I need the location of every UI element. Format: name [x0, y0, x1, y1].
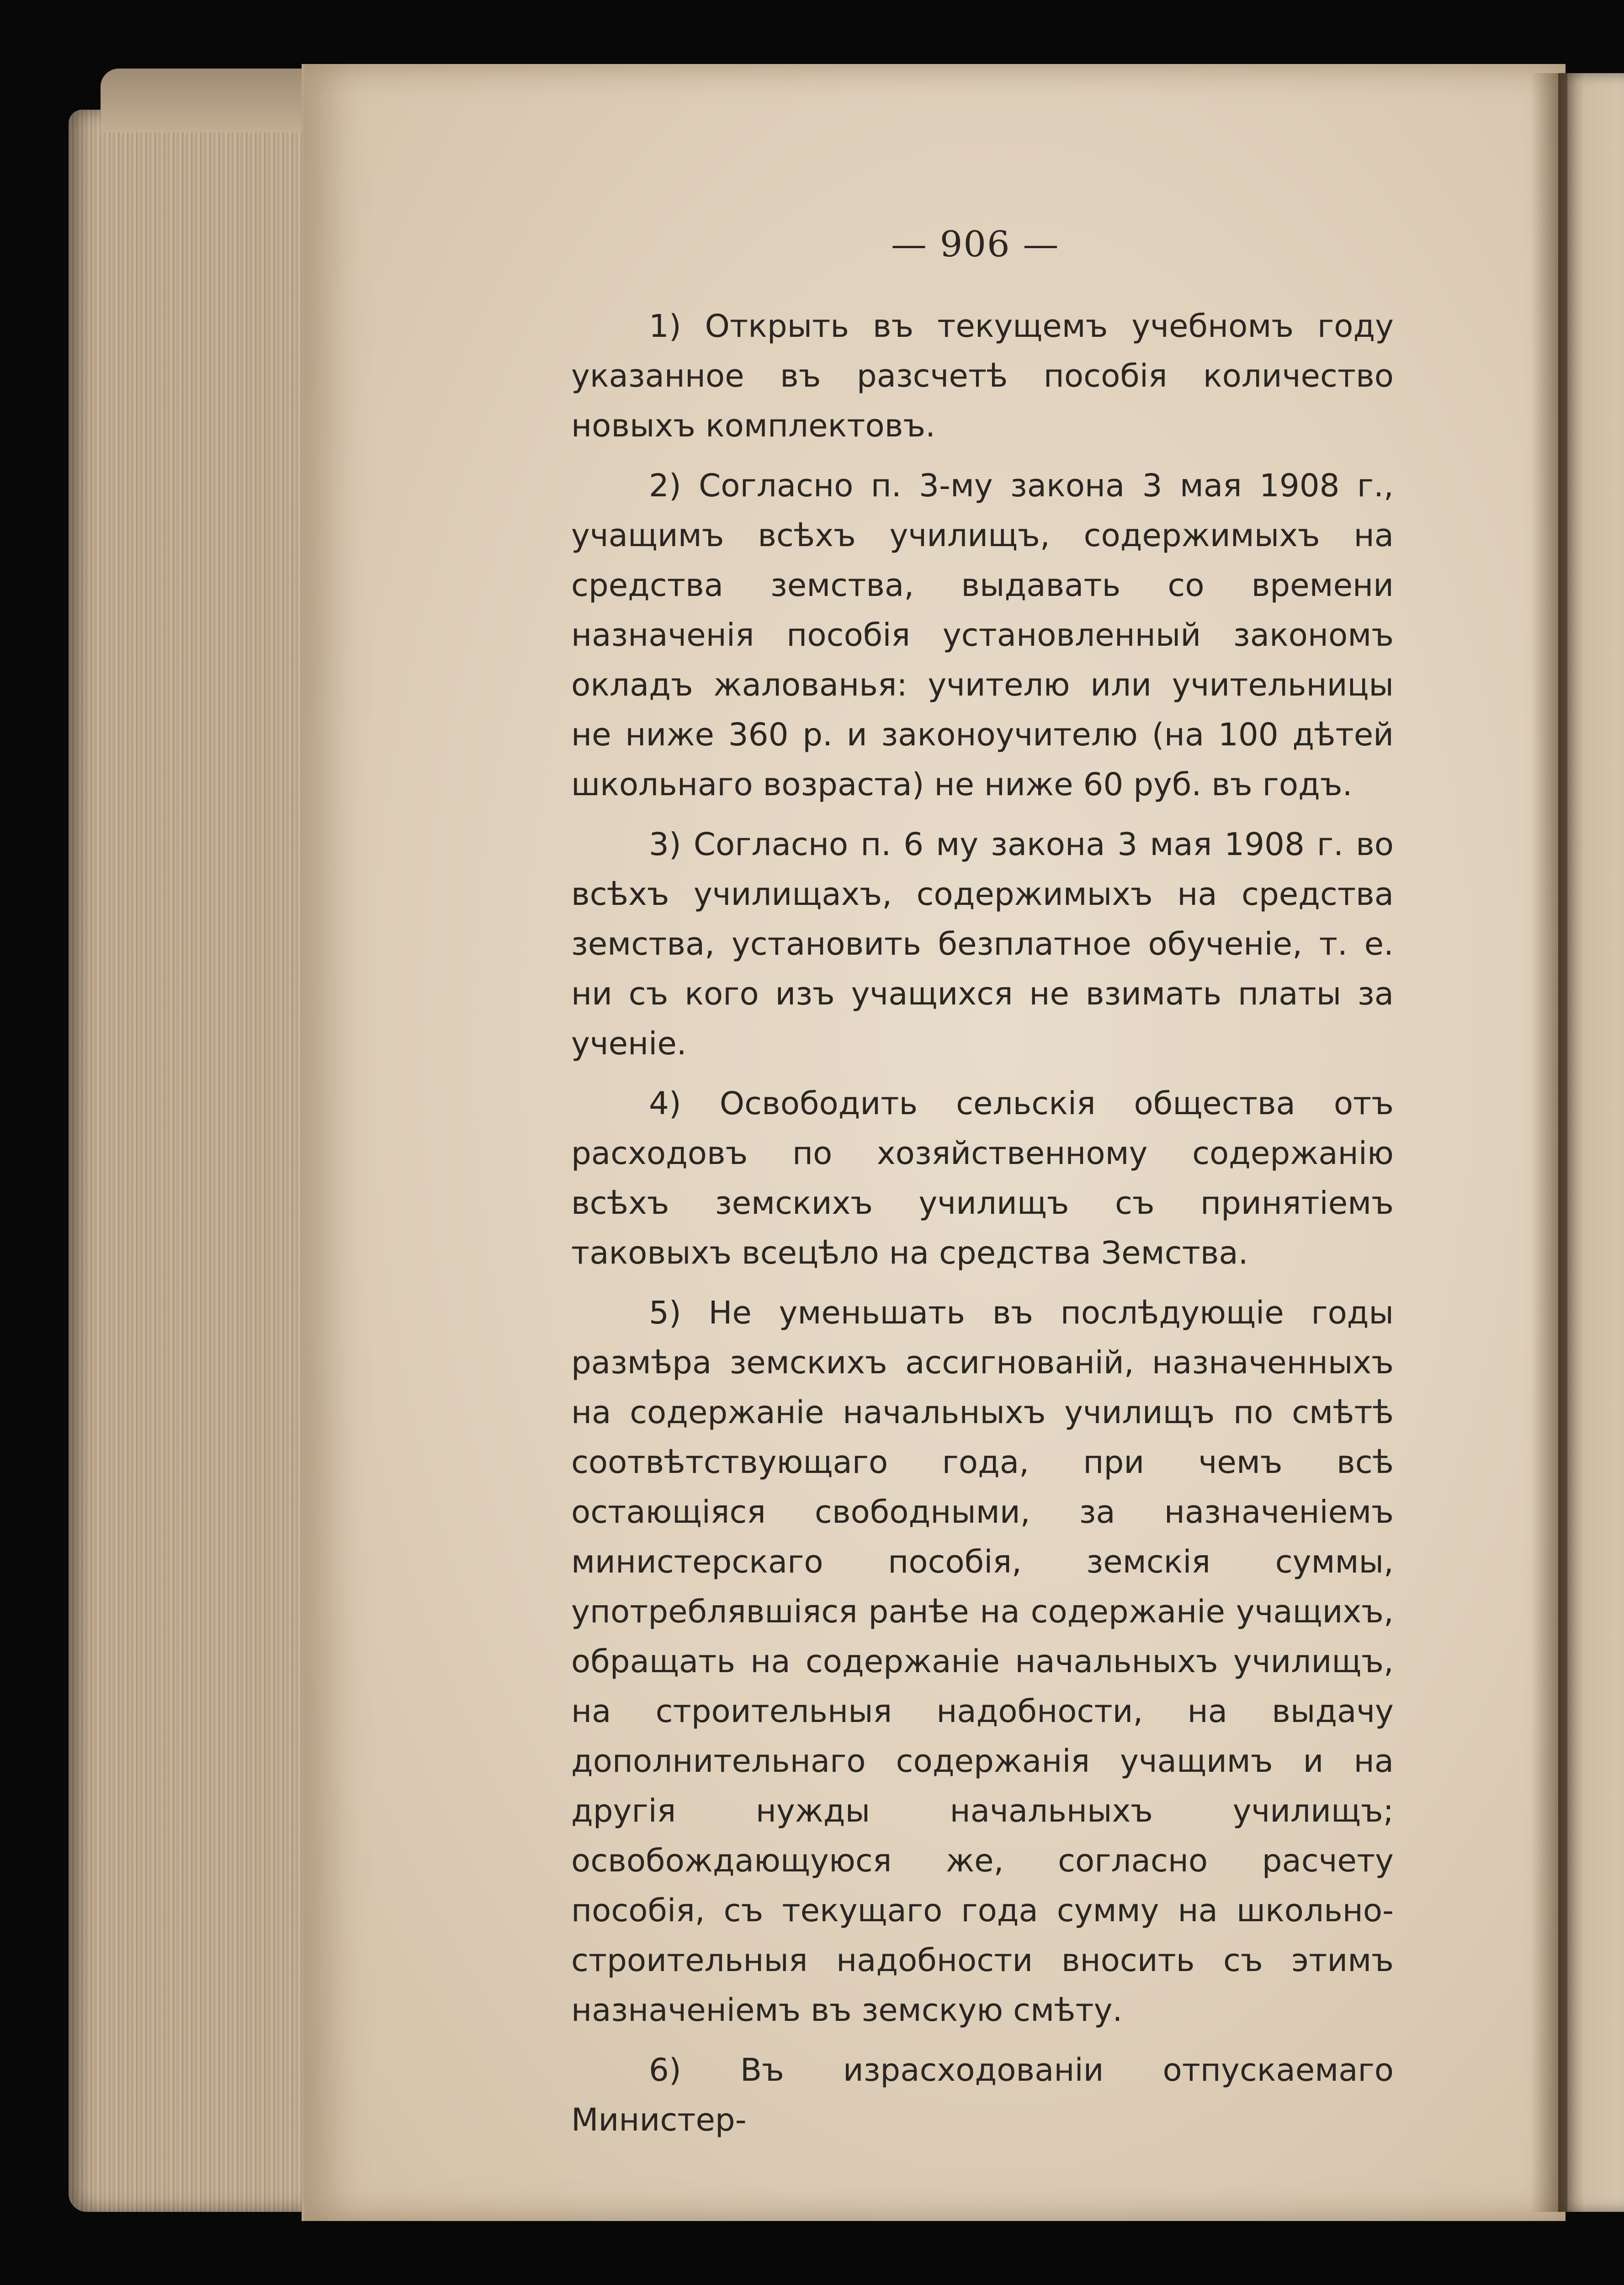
paragraph-2: 2) Согласно п. 3-му закона 3 мая 1908 г., учащимъ всѣхъ училищъ, содержимыхъ на средства земства, выдавать со времени назначенія пособія установленный закономъ окладъ жалованья: учителю или учительницы не ниже 360 р. и законоучителю (на 100 дѣтей школьнаго возраста) не ниже 60 руб. въ годъ. — [571, 468, 1394, 803]
paragraph-5: 5) Не уменьшать въ послѣдующіе годы размѣра земскихъ ассигнованій, назначенныхъ на содержаніе начальныхъ училищъ по смѣтѣ соотвѣтствующаго года, при чемъ всѣ остающіяся свободными, за назначеніемъ министерскаго пособія, земскія суммы, употреблявшіяся ранѣе на содержаніе учащихъ, обращать на содержаніе начальныхъ училищъ, на строительныя надобности, на выдачу дополнительнаго содержанія учащимъ и на другія нужды начальныхъ училищъ; освобождающуюся же, согласно расчету пособія, съ текущаго года сумму на школьно-строительныя надобности вносить съ этимъ назначеніемъ въ земскую смѣту. — [571, 1295, 1394, 2029]
facing-page-edge — [1558, 73, 1624, 2212]
page-number: — 906 — — [891, 224, 1060, 265]
page-stack-edge — [69, 110, 324, 2212]
paragraph-4: 4) Освободить сельскія общества отъ расходовъ по хозяйственному содержанію всѣхъ земскихъ училищъ съ принятіемъ таковыхъ всецѣло на средства Земства. — [571, 1085, 1394, 1271]
paragraph-1: 1) Открыть въ текущемъ учебномъ году указанное въ разсчетѣ пособія количество новыхъ комплектовъ. — [571, 308, 1394, 444]
page-text — [571, 302, 1394, 2155]
paragraph-3: 3) Согласно п. 6 му закона 3 мая 1908 г. во всѣхъ училищахъ, содержимыхъ на средства земства, установить безплатное обученіе, т. е. ни съ кого изъ учащихся не взимать платы за ученіе. — [571, 826, 1394, 1062]
gutter-shadow — [1531, 73, 1567, 2212]
paragraph-6: 6) Въ израсходованіи отпускаемаго Министер- — [571, 2052, 1394, 2138]
